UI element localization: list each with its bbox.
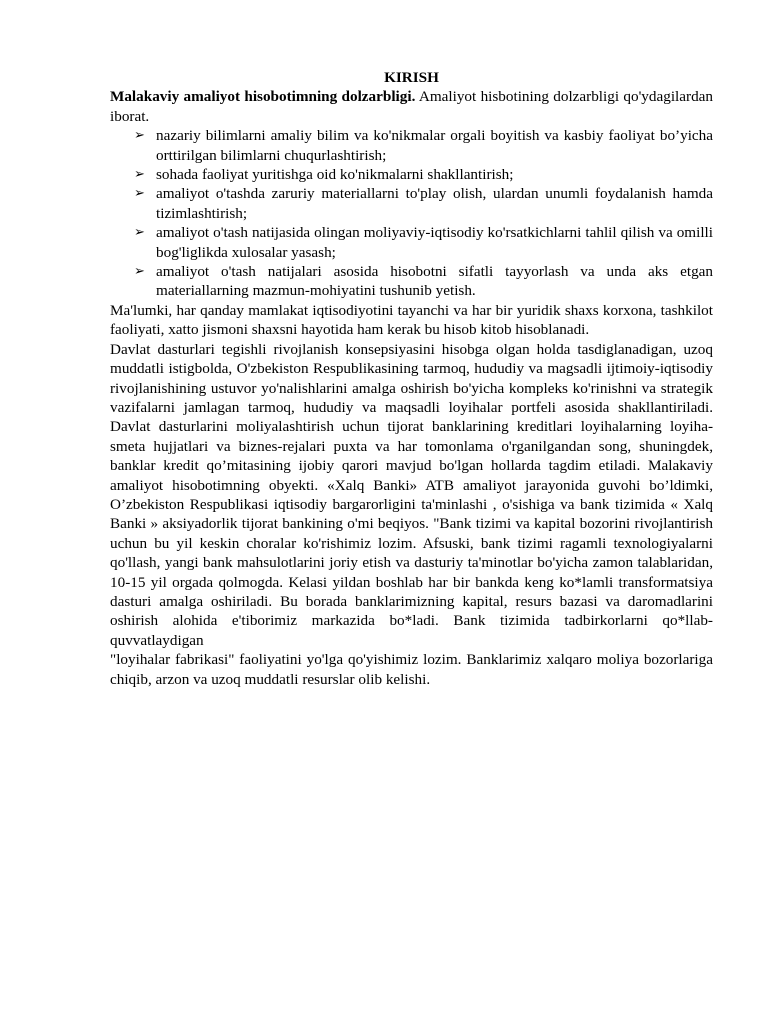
list-item [110, 184, 713, 223]
arrow-bullet-icon: ➢ [134, 225, 145, 241]
intro-text: Amaliyot hisbotining dolzarbligi qo'ydagilardan iborat. [110, 88, 713, 125]
arrow-bullet-icon: ➢ [134, 264, 145, 280]
document-title: KIRISH [384, 69, 439, 86]
arrow-bullet-icon: ➢ [134, 128, 145, 144]
bullet-list [110, 126, 713, 301]
list-item-text: amaliyot o'tash natijasida olingan moliyaviy-iqtisodiy ko'rsatkichlarni tahlil qilish va omilli bog'liglikda xulosalar yasash; [156, 224, 713, 261]
list-item [110, 223, 713, 262]
list-item [110, 262, 713, 301]
body-paragraph-hisob: Ma'lumki, har qanday mamlakat iqtisodiyotini tayanchi va har bir yuridik shaxs korxona, tashkilot faoliyati, xatto jismoni shaxsni hayotida ham kerak bu hisob kitob hisoblanadi. [110, 301, 713, 339]
arrow-bullet-icon: ➢ [134, 186, 145, 202]
list-item [110, 126, 713, 165]
list-item-text: amaliyot o'tashda zaruriy materiallarni to'play olish, ulardan unumli foydalanish hamda tizimlashtirish; [156, 185, 713, 222]
body-paragraph-davlat: Davlat dasturlari tegishli rivojlanish konsepsiyasini hisobga olgan holda tasdiglanadigan, uzoq muddatli istigbolda, O'zbekiston Respublikasining tarmoq, hududiy va magsadli ijtimoiy-iqtisodiy rivojlanishining ustuvor yo'nalishlarini amalga oshirish bo'yicha kompleks ko'rinishni va strategik vazifalarni jamlagan tarmoq, hududiy va maqsadli loyihalar portfeli asosida shakllantiriladi. Davlat dasturlarini moliyalashtirish uchun tijorat banklarining kreditlari loyihalarning loyiha-smeta hujjatlari va biznes-rejalari puxta va har tomonlama o'rganilgandan song, shuningdek, banklar kredit qo’mitasining ijobiy qarori mavjud bo'lgan hollarda tagdim etiladi. Malakaviy amaliyot hisobotimning obyekti. «Xalq Banki» ATB amaliyot jarayonida guvohi bo’ldimki, O’zbekiston Respublikasi iqtisodiy bargarorligini ta'minlashi , o'sishiga va bank tizimida « Xalq Banki » aksiyadorlik tijorat bankining o'mi beqiyos. "Bank tizimi va kapital bozorini rivojlantirish uchun bu yil keskin choralar ko'rishimiz lozim. Afsuski, bank tizimi ragamli texnologiyalarni qo'llash, yangi bank mahsulotlarini joriy etish va dasturiy ta'minotlar bo'yicha zamon talablaridan, 10-15 yil orgada qolmogda. Kelasi yildan boshlab har bir bankda keng ko*lamli transformatsiya dasturi amalga oshiriladi. Bu borada banklarimizning kapital, resurs bazasi va daromadlarini oshirish alohida e'tiborimiz markazida bo*ladi. Bank tizimida tadbirkorlarni qo*llab- [110, 340, 713, 630]
body-paragraph-loyihalar: "loyihalar fabrikasi" faoliyatini yo'lga qo'yishimiz lozim. Banklarimiz xalqaro moliya bozorlariga chiqib, arzon va uzoq muddatli resurslar olib kelishi. [110, 651, 713, 688]
arrow-bullet-icon: ➢ [134, 167, 145, 183]
list-item-text: sohada faoliyat yuritishga oid ko'nikmalarni shakllantirish; [156, 166, 514, 184]
document-page [110, 68, 713, 689]
body-line-quvvatlaydigan: quvvatlaydigan [110, 631, 204, 649]
intro-heading: Malakaviy amaliyot hisobotimning dolzarbligi. [110, 88, 416, 106]
list-item-text: nazariy bilimlarni amaliy bilim va ko'nikmalar orgali boyitish va kasbiy faoliyat bo’yicha orttirilgan bilimlarni chuqurlashtirish; [156, 127, 713, 164]
list-item-text: amaliyot o'tash natijalari asosida hisobotni sifatli tayyorlash va unda aks etgan materiallarning mazmun-mohiyatini tushunib yetish. [156, 263, 713, 300]
list-item [110, 165, 713, 184]
intro-paragraph [110, 87, 713, 126]
